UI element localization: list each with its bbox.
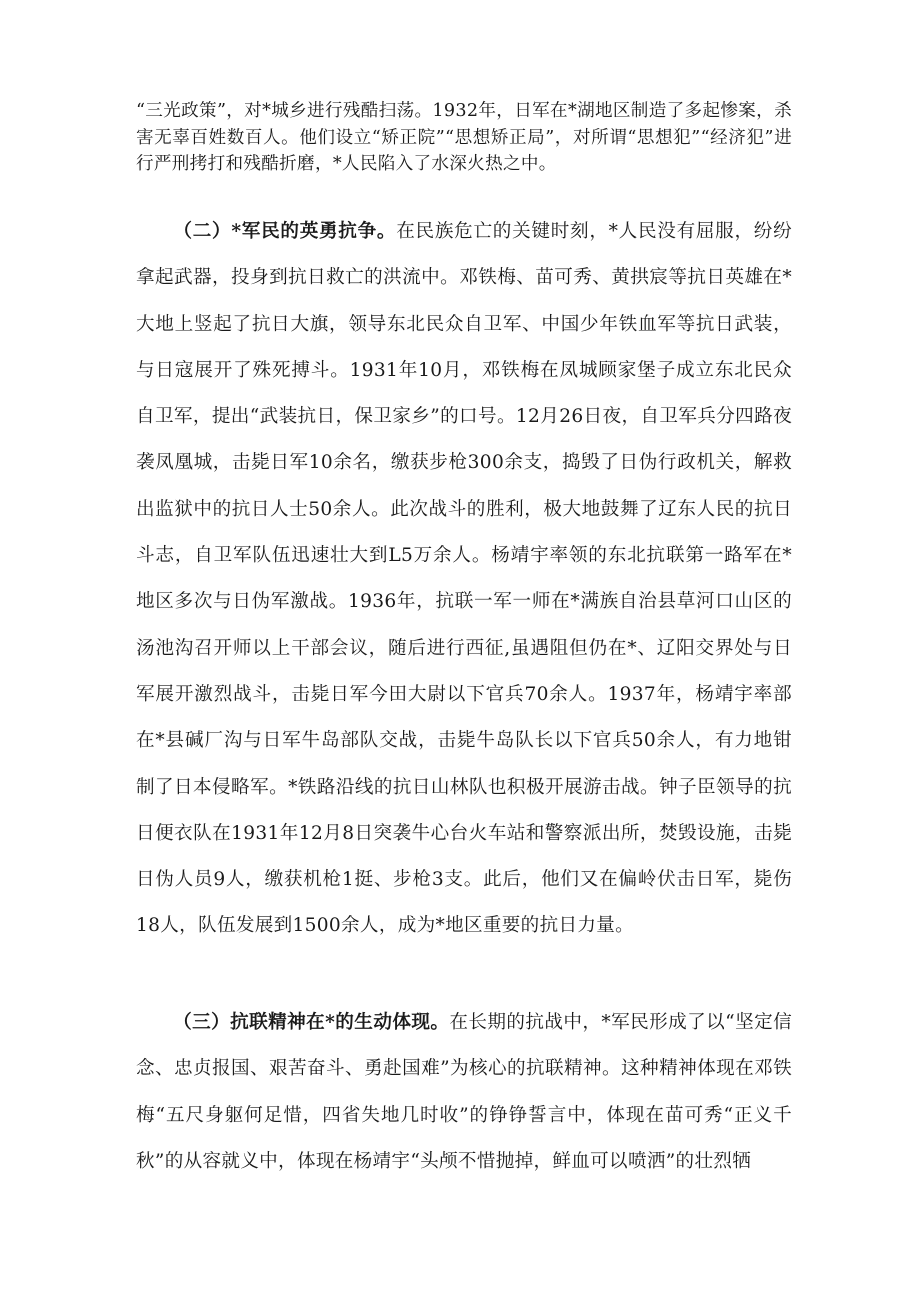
section-3-heading: （三）抗联精神在*的生动体现。 <box>173 1012 450 1033</box>
section-3-body: 在长期的抗战中，*军民形成了以“坚定信念、忠贞报国、艰苦奋斗、勇赴国难”为核心的抗联精神。这种精神体现在邓铁梅“五尺身躯何足惜，四省失地几时收”的铮铮誓言中，体现在苗可秀“正义千秋”的从容就义中，体现在杨靖宇“头颅不惜抛掉，鲜血可以喷洒”的壮烈牺 <box>136 1012 792 1172</box>
paragraph-section-2 <box>136 209 792 950</box>
section-2-heading: （二）*军民的英勇抗争。 <box>173 221 397 242</box>
paragraph-section-3 <box>136 1000 792 1185</box>
paragraph-intro: “三光政策”，对*城乡进行残酷扫荡。1932年，日军在*湖地区制造了多起惨案，杀害无辜百姓数百人。他们设立“矫正院”“思想矫正局”，对所谓“思想犯”“经济犯”进行严刑拷打和残酷折磨，*人民陷入了水深火热之中。 <box>136 101 792 174</box>
section-2-body: 在民族危亡的关键时刻，*人民没有屈服，纷纷拿起武器，投身到抗日救亡的洪流中。邓铁梅、苗可秀、黄拱宸等抗日英雄在*大地上竖起了抗日大旗，领导东北民众自卫军、中国少年铁血军等抗日武装，与日寇展开了殊死搏斗。1931年10月，邓铁梅在凤城顾家堡子成立东北民众自卫军，提出“武装抗日，保卫家乡”的口号。12月26日夜，自卫军兵分四路夜袭凤凰城，击毙日军10余名，缴获步枪300余支，捣毁了日伪行政机关，解救出监狱中的抗日人士50余人。此次战斗的胜利，极大地鼓舞了辽东人民的抗日斗志，自卫军队伍迅速壮大到L5万余人。杨靖宇率领的东北抗联第一路军在*地区多次与日伪军激战。1936年，抗联一军一师在*满族自治县草河口山区的汤池沟召开师以上干部会议，随后进行西征,虽遇阻但仍在*、辽阳交界处与日军展开激烈战斗，击毙日军今田大尉以下官兵70余人。1937年，杨靖宇率部在*县碱厂沟与日军牛岛部队交战，击毙牛岛队长以下官兵50余人，有力地钳制了日本侵略军。*铁路沿线的抗日山林队也积极开展游击战。钟子臣领导的抗日便衣队在1931年12月8日突袭牛心台火车站和警察派出所，焚毁设施，击毙日伪人员9人，缴获机枪1挺、步枪3支。此后，他们又在偏岭伏击日军，毙伤18人，队伍发展到1500余人，成为*地区重要的抗日力量。 <box>136 221 792 937</box>
